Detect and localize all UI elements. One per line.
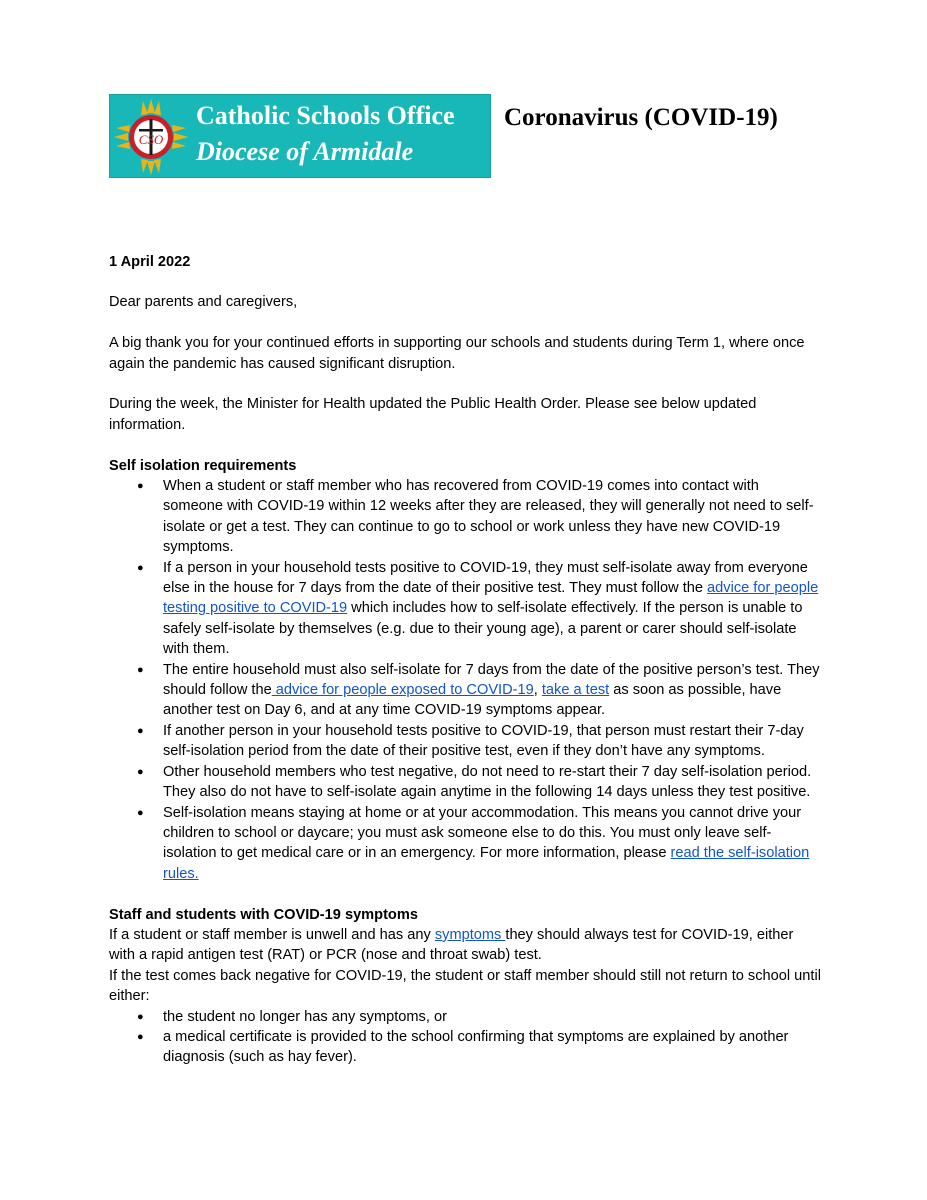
bullet-text: Self-isolation means staying at home or at your accommodation. This means you cannot drive your children to school or daycare; you must ask someone else to do this. You must only leave self-isolation to get medical care or in an emergency. For more information, please: [163, 804, 802, 862]
bullet-text: If another person in your household tests positive to COVID-19, that person must restart their 7-day self-isolation period from the date of their positive test, even if they don’t have any symptoms.: [163, 722, 804, 760]
document-heading: Coronavirus (COVID-19): [504, 104, 778, 131]
list-item: [109, 1027, 821, 1068]
salutation: Dear parents and caregivers,: [109, 294, 298, 311]
symptoms-paragraph-1: [109, 925, 821, 966]
update-paragraph: During the week, the Minister for Health updated the Public Health Order. Please see below updated information.: [109, 396, 757, 433]
paragraph-text: If a student or staff member is unwell and has any: [109, 926, 435, 943]
list-item: [109, 1007, 821, 1027]
bullet-text: If a person in your household tests positive to COVID-19, they must self-isolate away from everyone else in the house for 7 days from the date of their positive test. They must follow the: [163, 559, 808, 597]
list-item: [109, 558, 821, 660]
bullet-text: a medical certificate is provided to the school confirming that symptoms are explained by another diagnosis (such as hay fever).: [163, 1028, 789, 1066]
cso-logo-banner: [109, 94, 491, 178]
take-a-test-link[interactable]: take a test: [541, 682, 610, 699]
list-item: [109, 660, 821, 721]
letter-body: [109, 252, 821, 1068]
list-item: [109, 721, 821, 762]
testing-positive-advice-link[interactable]: advice for people testing positive to COVID-19: [163, 580, 819, 617]
diocese-crest-icon: [112, 97, 190, 177]
symptoms-link[interactable]: symptoms: [434, 926, 506, 943]
symptoms-heading: Staff and students with COVID-19 symptoms: [109, 906, 418, 923]
bullet-text: When a student or staff member who has recovered from COVID-19 comes into contact with someone with COVID-19 within 12 weeks after they are released, they will generally not need to self-isolate or get a test. They can continue to go to school or work unless they have new COVID-19 symptoms.: [163, 478, 814, 556]
bullet-text: ,: [533, 682, 542, 699]
return-conditions-list: [109, 1007, 821, 1068]
self-isolation-rules-link[interactable]: read the self-isolation rules.: [163, 845, 810, 882]
bullet-text: The entire household must also self-isolate for 7 days from the date of the positive person’s test. They should follow the: [163, 661, 820, 699]
list-item: [109, 476, 821, 558]
list-item: [109, 762, 821, 803]
bullet-text: which includes how to self-isolate effectively. If the person is unable to safely self-isolate by themselves (e.g. due to their young age), a parent or carer should self-isolate with them.: [163, 600, 803, 658]
crest-letters: CSO: [138, 132, 164, 147]
banner-title: Catholic Schools Office: [196, 101, 455, 130]
self-isolation-heading: Self isolation requirements: [109, 457, 297, 474]
intro-paragraph: A big thank you for your continued efforts in supporting our schools and students during Term 1, where once again the pandemic has caused significant disruption.: [109, 335, 805, 372]
bullet-text: Other household members who test negative, do not need to re-start their 7 day self-isolation period. They also do not have to self-isolate again anytime in the following 14 days unless they test positive.: [163, 763, 812, 801]
bullet-text: the student no longer has any symptoms, or: [163, 1008, 447, 1025]
banner-subtitle: Diocese of Armidale: [196, 137, 414, 166]
paragraph-text: they should always test for COVID-19, either with a rapid antigen test (RAT) or PCR (nose and throat swab) test.: [109, 926, 794, 964]
list-item: [109, 803, 821, 885]
bullet-text: as soon as possible, have another test on Day 6, and at any time COVID-19 symptoms appear.: [163, 682, 782, 719]
letter-date: 1 April 2022: [109, 254, 191, 270]
symptoms-paragraph-2: If the test comes back negative for COVID-19, the student or staff member should still not return to school until either:: [109, 967, 821, 1005]
exposed-advice-link[interactable]: advice for people exposed to COVID-19: [271, 682, 534, 699]
self-isolation-list: [109, 476, 821, 884]
